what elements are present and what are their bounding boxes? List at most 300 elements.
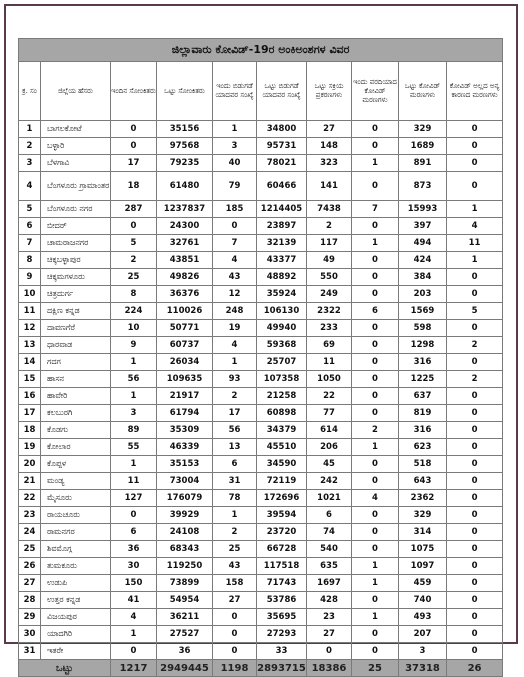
table-row	[19, 405, 503, 422]
cell-value: 5	[111, 235, 157, 252]
table-row	[19, 558, 503, 575]
cell-value: 0	[447, 286, 503, 303]
total-value: 1217	[111, 660, 157, 677]
cell-value: 20	[19, 456, 41, 473]
table-row	[19, 371, 503, 388]
cell-value: 0	[352, 524, 399, 541]
cell-value: 29	[19, 609, 41, 626]
cell-value: 13	[213, 439, 257, 456]
cell-value: 0	[352, 121, 399, 138]
district-name: ದಾವಣಗೆರೆ	[41, 320, 111, 337]
cell-value: 598	[399, 320, 447, 337]
cell-value: 106130	[257, 303, 307, 320]
cell-value: 6	[19, 218, 41, 235]
cell-value: 60898	[257, 405, 307, 422]
table-row	[19, 473, 503, 490]
cell-value: 1	[111, 388, 157, 405]
cell-value: 71743	[257, 575, 307, 592]
cell-value: 107358	[257, 371, 307, 388]
table-row	[19, 592, 503, 609]
cell-value: 45510	[257, 439, 307, 456]
cell-value: 7	[352, 201, 399, 218]
cell-value: 1050	[307, 371, 352, 388]
cell-value: 635	[307, 558, 352, 575]
cell-value: 22	[307, 388, 352, 405]
cell-value: 61480	[157, 172, 213, 201]
cell-value: 0	[352, 269, 399, 286]
cell-value: 40	[213, 155, 257, 172]
cell-value: 740	[399, 592, 447, 609]
cell-value: 18	[19, 422, 41, 439]
cell-value: 24108	[157, 524, 213, 541]
cell-value: 384	[399, 269, 447, 286]
cell-value: 1	[352, 575, 399, 592]
header-row	[19, 62, 503, 121]
cell-value: 1569	[399, 303, 447, 320]
district-name: ಯಾದಗಿರಿ	[41, 626, 111, 643]
cell-value: 242	[307, 473, 352, 490]
cell-value: 0	[352, 218, 399, 235]
cell-value: 0	[213, 218, 257, 235]
cell-value: 1	[111, 456, 157, 473]
table-row	[19, 121, 503, 138]
table-row	[19, 626, 503, 643]
cell-value: 35309	[157, 422, 213, 439]
total-row	[19, 660, 503, 677]
table-row	[19, 235, 503, 252]
cell-value: 1	[447, 252, 503, 269]
cell-value: 53786	[257, 592, 307, 609]
cell-value: 15	[19, 371, 41, 388]
cell-value: 2	[307, 218, 352, 235]
table-row	[19, 201, 503, 218]
cell-value: 0	[447, 405, 503, 422]
cell-value: 77	[307, 405, 352, 422]
cell-value: 0	[447, 524, 503, 541]
cell-value: 0	[447, 507, 503, 524]
table-row	[19, 609, 503, 626]
total-discharged-header: ಒಟ್ಟು ಬಿಡುಗಡೆ ಯಾದವರ ಸಂಖ್ಯೆ	[257, 62, 307, 121]
cell-value: 27	[19, 575, 41, 592]
cell-value: 61794	[157, 405, 213, 422]
cell-value: 43	[213, 269, 257, 286]
cell-value: 10	[111, 320, 157, 337]
table-row	[19, 456, 503, 473]
cell-value: 32761	[157, 235, 213, 252]
cell-value: 0	[352, 371, 399, 388]
cell-value: 73899	[157, 575, 213, 592]
district-name: ಚಿಕ್ಕಬಳ್ಳಾಪುರ	[41, 252, 111, 269]
district-name: ಕೊಪ್ಪಳ	[41, 456, 111, 473]
cell-value: 0	[447, 155, 503, 172]
cell-value: 25	[111, 269, 157, 286]
cell-value: 15993	[399, 201, 447, 218]
cell-value: 49826	[157, 269, 213, 286]
cell-value: 316	[399, 422, 447, 439]
cell-value: 18	[111, 172, 157, 201]
cell-value: 17	[111, 155, 157, 172]
cell-value: 0	[447, 388, 503, 405]
cell-value: 66728	[257, 541, 307, 558]
cell-value: 60466	[257, 172, 307, 201]
cell-value: 1298	[399, 337, 447, 354]
cell-value: 1	[213, 507, 257, 524]
cell-value: 34379	[257, 422, 307, 439]
cell-value: 0	[447, 172, 503, 201]
total-value: 2893715	[257, 660, 307, 677]
cell-value: 1689	[399, 138, 447, 155]
cell-value: 24300	[157, 218, 213, 235]
cell-value: 0	[352, 456, 399, 473]
cell-value: 614	[307, 422, 352, 439]
table-title-row	[19, 39, 503, 62]
table-row	[19, 524, 503, 541]
cell-value: 36376	[157, 286, 213, 303]
cell-value: 1	[213, 354, 257, 371]
cell-value: 11	[307, 354, 352, 371]
cell-value: 43	[213, 558, 257, 575]
district-name: ಧಾರವಾಡ	[41, 337, 111, 354]
district-name: ಬೆಂಗಳೂರು ಗ್ರಾಮಾಂತರ	[41, 172, 111, 201]
table-row	[19, 155, 503, 172]
cell-value: 1697	[307, 575, 352, 592]
cell-value: 1	[213, 121, 257, 138]
cell-value: 0	[352, 541, 399, 558]
cell-value: 6	[352, 303, 399, 320]
cell-value: 46339	[157, 439, 213, 456]
cell-value: 10	[19, 286, 41, 303]
cell-value: 2	[447, 371, 503, 388]
district-covid-stats-table	[18, 38, 503, 677]
cell-value: 25707	[257, 354, 307, 371]
total-value: 25	[352, 660, 399, 677]
cell-value: 49	[307, 252, 352, 269]
cell-value: 119250	[157, 558, 213, 575]
table-row	[19, 172, 503, 201]
cell-value: 39594	[257, 507, 307, 524]
cell-value: 73004	[157, 473, 213, 490]
cell-value: 0	[213, 609, 257, 626]
cell-value: 172696	[257, 490, 307, 507]
cell-value: 5	[19, 201, 41, 218]
cell-value: 0	[352, 252, 399, 269]
cell-value: 819	[399, 405, 447, 422]
cell-value: 7	[213, 235, 257, 252]
district-name: ಬೆಳಗಾವಿ	[41, 155, 111, 172]
cell-value: 4	[352, 490, 399, 507]
cell-value: 494	[399, 235, 447, 252]
cell-value: 0	[447, 473, 503, 490]
cell-value: 1	[447, 201, 503, 218]
table-row	[19, 422, 503, 439]
cell-value: 6	[307, 507, 352, 524]
cell-value: 0	[111, 643, 157, 660]
table-row	[19, 541, 503, 558]
cell-value: 34800	[257, 121, 307, 138]
cell-value: 72119	[257, 473, 307, 490]
cell-value: 0	[352, 286, 399, 303]
cell-value: 2362	[399, 490, 447, 507]
district-name: ರಾಯಚೂರು	[41, 507, 111, 524]
cell-value: 21258	[257, 388, 307, 405]
total-value: 2949445	[157, 660, 213, 677]
cell-value: 329	[399, 507, 447, 524]
today-discharged-header: ಇಂದು ಬಿಡುಗಡೆ ಯಾದವರ ಸಂಖ್ಯೆ	[213, 62, 257, 121]
cell-value: 0	[447, 558, 503, 575]
cell-value: 4	[213, 252, 257, 269]
cell-value: 1021	[307, 490, 352, 507]
cell-value: 23897	[257, 218, 307, 235]
cell-value: 48892	[257, 269, 307, 286]
cell-value: 55	[111, 439, 157, 456]
cell-value: 148	[307, 138, 352, 155]
non-covid-deaths-header: ಕೋವಿಡ್ ಅಲ್ಲದ ಅನ್ಯ ಕಾರಣದ ಮರಣಗಳು	[447, 62, 503, 121]
total-label: ಒಟ್ಟು	[19, 660, 111, 677]
cell-value: 79235	[157, 155, 213, 172]
active-cases-header: ಒಟ್ಟು ಸಕ್ರಿಯ ಪ್ರಕರಣಗಳು	[307, 62, 352, 121]
cell-value: 23	[307, 609, 352, 626]
table-row	[19, 286, 503, 303]
cell-value: 1075	[399, 541, 447, 558]
cell-value: 637	[399, 388, 447, 405]
table-row	[19, 303, 503, 320]
district-name: ಶಿವಮೊಗ್ಗ	[41, 541, 111, 558]
cell-value: 11	[111, 473, 157, 490]
cell-value: 0	[352, 626, 399, 643]
cell-value: 0	[307, 643, 352, 660]
cell-value: 424	[399, 252, 447, 269]
cell-value: 643	[399, 473, 447, 490]
table-row	[19, 337, 503, 354]
cell-value: 12	[19, 320, 41, 337]
cell-value: 0	[447, 575, 503, 592]
cell-value: 36	[111, 541, 157, 558]
cell-value: 23	[19, 507, 41, 524]
total-infected-header: ಒಟ್ಟು ಸೋಂಕಿತರು	[157, 62, 213, 121]
today-deaths-header: ಇಂದು ವರದಿಯಾದ ಕೋವಿಡ್ ಮರಣಗಳು	[352, 62, 399, 121]
cell-value: 9	[19, 269, 41, 286]
cell-value: 0	[213, 643, 257, 660]
district-name: ಗದಗ	[41, 354, 111, 371]
district-name: ಇತರೇ	[41, 643, 111, 660]
cell-value: 0	[447, 121, 503, 138]
cell-value: 0	[111, 507, 157, 524]
cell-value: 891	[399, 155, 447, 172]
cell-value: 0	[447, 138, 503, 155]
cell-value: 0	[111, 218, 157, 235]
cell-value: 0	[111, 138, 157, 155]
cell-value: 19	[19, 439, 41, 456]
cell-value: 0	[352, 172, 399, 201]
cell-value: 0	[352, 405, 399, 422]
cell-value: 59368	[257, 337, 307, 354]
total-value: 26	[447, 660, 503, 677]
cell-value: 127	[111, 490, 157, 507]
cell-value: 54954	[157, 592, 213, 609]
district-name: ಕೋಲಾರ	[41, 439, 111, 456]
cell-value: 28	[19, 592, 41, 609]
cell-value: 5	[447, 303, 503, 320]
cell-value: 89	[111, 422, 157, 439]
table-row	[19, 218, 503, 235]
cell-value: 117518	[257, 558, 307, 575]
district-name: ಚಿತ್ರದುರ್ಗ	[41, 286, 111, 303]
total-value: 1198	[213, 660, 257, 677]
cell-value: 16	[19, 388, 41, 405]
cell-value: 316	[399, 354, 447, 371]
cell-value: 314	[399, 524, 447, 541]
cell-value: 23720	[257, 524, 307, 541]
cell-value: 7	[19, 235, 41, 252]
cell-value: 31	[213, 473, 257, 490]
table-row	[19, 388, 503, 405]
cell-value: 35695	[257, 609, 307, 626]
total-value: 18386	[307, 660, 352, 677]
today-infected-header: ಇಂದಿನ ಸೋಂಕಿತರು	[111, 62, 157, 121]
cell-value: 0	[447, 626, 503, 643]
serial-no-header: ಕ್ರ. ಸಂ	[19, 62, 41, 121]
district-name: ಚಿಕ್ಕಮಗಳೂರು	[41, 269, 111, 286]
cell-value: 0	[352, 592, 399, 609]
cell-value: 35153	[157, 456, 213, 473]
cell-value: 21917	[157, 388, 213, 405]
cell-value: 1	[19, 121, 41, 138]
table-row	[19, 320, 503, 337]
cell-value: 41	[111, 592, 157, 609]
cell-value: 49940	[257, 320, 307, 337]
district-name: ಹಾಸನ	[41, 371, 111, 388]
cell-value: 623	[399, 439, 447, 456]
cell-value: 8	[19, 252, 41, 269]
cell-value: 2	[352, 422, 399, 439]
cell-value: 97568	[157, 138, 213, 155]
cell-value: 2322	[307, 303, 352, 320]
cell-value: 287	[111, 201, 157, 218]
cell-value: 0	[447, 592, 503, 609]
cell-value: 39929	[157, 507, 213, 524]
district-name: ಬೀದರ್	[41, 218, 111, 235]
cell-value: 0	[447, 422, 503, 439]
cell-value: 0	[352, 337, 399, 354]
cell-value: 25	[213, 541, 257, 558]
cell-value: 0	[447, 643, 503, 660]
cell-value: 2	[19, 138, 41, 155]
cell-value: 1	[352, 439, 399, 456]
cell-value: 27	[307, 121, 352, 138]
cell-value: 60737	[157, 337, 213, 354]
table-row	[19, 138, 503, 155]
cell-value: 0	[447, 456, 503, 473]
cell-value: 109635	[157, 371, 213, 388]
cell-value: 68343	[157, 541, 213, 558]
cell-value: 43851	[157, 252, 213, 269]
cell-value: 11	[447, 235, 503, 252]
cell-value: 78021	[257, 155, 307, 172]
cell-value: 4	[213, 337, 257, 354]
cell-value: 323	[307, 155, 352, 172]
cell-value: 6	[213, 456, 257, 473]
cell-value: 74	[307, 524, 352, 541]
cell-value: 2	[213, 388, 257, 405]
cell-value: 21	[19, 473, 41, 490]
cell-value: 56	[111, 371, 157, 388]
cell-value: 69	[307, 337, 352, 354]
cell-value: 110026	[157, 303, 213, 320]
cell-value: 206	[307, 439, 352, 456]
cell-value: 26	[19, 558, 41, 575]
cell-value: 0	[352, 320, 399, 337]
cell-value: 3	[111, 405, 157, 422]
district-name: ವಿಜಯಪುರ	[41, 609, 111, 626]
cell-value: 33	[257, 643, 307, 660]
cell-value: 141	[307, 172, 352, 201]
cell-value: 233	[307, 320, 352, 337]
cell-value: 27	[213, 592, 257, 609]
cell-value: 26034	[157, 354, 213, 371]
cell-value: 0	[447, 609, 503, 626]
cell-value: 12	[213, 286, 257, 303]
cell-value: 1	[352, 609, 399, 626]
cell-value: 0	[447, 490, 503, 507]
cell-value: 3	[213, 138, 257, 155]
cell-value: 3	[19, 155, 41, 172]
cell-value: 158	[213, 575, 257, 592]
cell-value: 117	[307, 235, 352, 252]
cell-value: 34590	[257, 456, 307, 473]
cell-value: 203	[399, 286, 447, 303]
district-name: ಮಂಡ್ಯ	[41, 473, 111, 490]
cell-value: 176079	[157, 490, 213, 507]
district-name: ಬಾಗಲಕೋಟೆ	[41, 121, 111, 138]
cell-value: 0	[352, 643, 399, 660]
cell-value: 4	[111, 609, 157, 626]
district-name: ಕೊಡಗು	[41, 422, 111, 439]
cell-value: 79	[213, 172, 257, 201]
cell-value: 329	[399, 121, 447, 138]
cell-value: 428	[307, 592, 352, 609]
cell-value: 0	[447, 541, 503, 558]
cell-value: 14	[19, 354, 41, 371]
cell-value: 493	[399, 609, 447, 626]
cell-value: 17	[213, 405, 257, 422]
cell-value: 1	[352, 155, 399, 172]
district-name: ಕಲಬುರಗಿ	[41, 405, 111, 422]
cell-value: 4	[19, 172, 41, 201]
cell-value: 248	[213, 303, 257, 320]
cell-value: 0	[111, 121, 157, 138]
cell-value: 1	[111, 626, 157, 643]
cell-value: 150	[111, 575, 157, 592]
cell-value: 78	[213, 490, 257, 507]
cell-value: 0	[352, 354, 399, 371]
cell-value: 0	[447, 439, 503, 456]
cell-value: 1	[352, 558, 399, 575]
cell-value: 459	[399, 575, 447, 592]
table-title: ಜಿಲ್ಲಾವಾರು ಕೋವಿಡ್-19ರ ಅಂಕಿಅಂಶಗಳ ವಿವರ	[19, 39, 503, 62]
cell-value: 27293	[257, 626, 307, 643]
cell-value: 4	[447, 218, 503, 235]
cell-value: 2	[213, 524, 257, 541]
cell-value: 0	[352, 388, 399, 405]
cell-value: 50771	[157, 320, 213, 337]
cell-value: 45	[307, 456, 352, 473]
cell-value: 11	[19, 303, 41, 320]
district-name: ರಾಮನಗರ	[41, 524, 111, 541]
table-row	[19, 575, 503, 592]
cell-value: 6	[111, 524, 157, 541]
cell-value: 518	[399, 456, 447, 473]
cell-value: 0	[447, 354, 503, 371]
